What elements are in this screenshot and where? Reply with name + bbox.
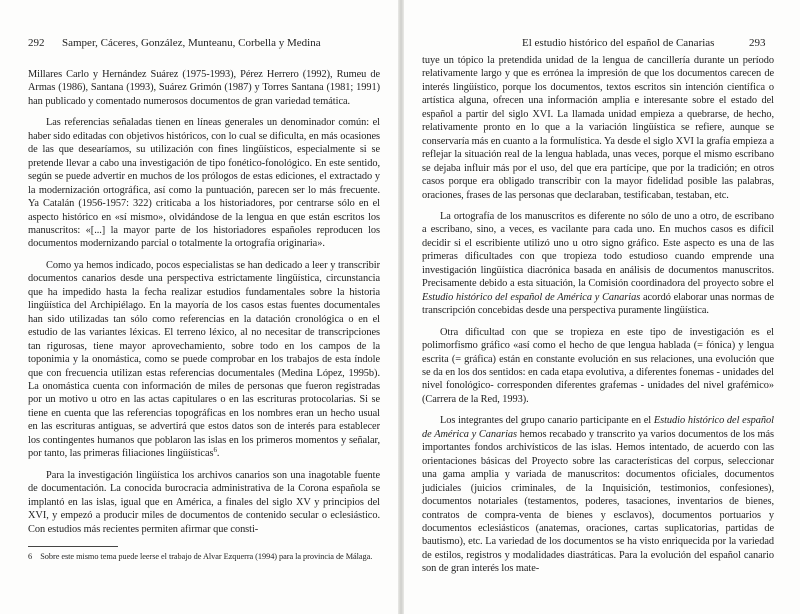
paragraph-text: Los integrantes del grupo canario participante en el <box>440 415 654 427</box>
project-title: Estudio histórico del español de América y Canarias <box>422 291 641 303</box>
paragraph-text: Como ya hemos indicado, pocos especialistas se han dedicado a leer y transcribir documentos canarios desde una perspectiva estrictamente lingüística, circunstancia que ha impedido hasta la fecha realizar estudios fundamentales sobre la historia lingüística del Archipiélago. En la mayoría de los casos estas fuentes documentales han sido utilizadas tan sólo como referencias en la datación cronológica o en el estudio de las variantes léxicas. El terreno léxico, al no necesitar de transcripciones tan rigurosas, tiene mayor aprovechamiento, sobre todo en los campos de la toponimia y la onomástica, como se puede comprobar en los trabajos de esta índole que con frecuencia utilizan estas referencias documentales (Medina López, 1995b). La onomástica cuenta con información de miles de personas que fueron registradas por un motivo u otro en las actas capitulares o en las escrituras protocolarias. Si se tiene en cuenta que las referencias topográficas en los nombres eran un hecho usual en las escrituras antiguas, se advertirá que estos datos son de interés para establecer los contingentes humanos que poblaron las islas en los primeros momentos y señalar, por tanto, las primeras filiaciones lingüísticas <box>28 259 380 460</box>
footnote-divider <box>28 546 118 547</box>
paragraph: Para la investigación lingüística los archivos canarios son una inagotable fuente de documentación. La conocida burocracia administrativa de la Corona española se implantó en las islas, igual que en América, a finales del siglo XV y principios del XVI, y empezó a producir miles de documentos de contenido secular o eclesiástico. Con estudios más recientes permiten afirmar que consti- <box>28 469 380 535</box>
footnote-text: Sobre este mismo tema puede leerse el trabajo de Alvar Ezquerra (1994) para la provincia de Málaga. <box>40 551 373 561</box>
right-running-header: El estudio histórico del español de Canarias <box>522 37 715 49</box>
right-page <box>404 0 800 614</box>
paragraph: Las referencias señaladas tienen en líneas generales un denominador común: el haber sido editadas con objetivos históricos, con lo cual se dificulta, en más ocasiones de las que desearíamos, su utilización con fines lingüísticos, especialmente si se pretende llevar a cabo una investigación de tipo fonético-fonológico. En este sentido, según se puede advertir en muchos de los prólogos de estas ediciones, el extractado y la modernización ortográfica, así como la puntuación, parecen ser lo más frecuente. Ya Catalán (1956-1957: 322) criticaba a los historiadores, por centrarse sólo en el aspecto histórico en «sí mismo», olvidándose de la lengua en que están escritos los manuscritos: «[...] la mayor parte de los historiadores españoles reproducen los documentos modernizando parcial o totalmente la ortografía originaria». <box>28 117 380 250</box>
footnote-marker: 6 <box>28 551 33 561</box>
paragraph: Otra dificultad con que se tropieza en este tipo de investigación es el polimorfismo gráfico «así como el hecho de que lengua hablada (= fónica) y lengua escrita (= gráfica) están en constante evolución en sus relaciones, una evolución que se da en los dos sentidos: en cada etapa evolutiva, a diferentes fonemas - unidades del nivel fonológico- corresponden diferentes grafemas - unidades del nivel grafémico» (Carrera de la Red, 1993). <box>422 326 774 405</box>
paragraph: Como ya hemos indicado, pocos especialistas se han dedicado a leer y transcribir documentos canarios desde una perspectiva estrictamente lingüística, circunstancia que ha impedido hasta la fecha realizar estudios fundamentales sobre la historia lingüística del Archipiélago. En la mayoría de los casos estas fuentes documentales han sido utilizadas tan sólo como referencias en la datación cronológica o en el estudio de las variantes léxicas. El terreno léxico, al no necesitar de transcripciones tan rigurosas, tiene mayor aprovechamiento, sobre todo en los campos de la toponimia y la onomástica, como se puede comprobar en los trabajos de esta índole que con frecuencia utilizan estas referencias documentales (Medina López, 1995b). La onomástica cuenta con información de miles de personas que fueron registradas por un motivo u otro en las actas capitulares o en las escrituras protocolarias. Si se tiene en cuenta que las referencias topográficas en los nombres eran un hecho usual en las escrituras antiguas, se advertirá que estos datos son de interés para establecer los contingentes humanos que poblaron las islas en los primeros momentos y señalar, por tanto, las primeras filiaciones lingüísticas$^6$. <box>28 259 380 460</box>
paragraph <box>422 210 774 318</box>
left-page <box>0 0 398 614</box>
paragraph: tuye un tópico la pretendida unidad de la lengua de cancillería durante un período relativamente largo y que es errónea la impresión de que los documentos carecen de interés lingüístico, porque los documentos, textos escritos sin intención científica o artística alguna, ofrecen una información amplia e interesante sobre el estado del español a partir del siglo XVI. La llamada unidad empieza a quebrarse, de hecho, relativamente pronto en lo que a la variación lingüística se refiere, aunque se conservaría más en cuanto a la formulística. Ya desde el siglo XVI la grafía empieza a reflejar la situación real de la lengua hablada, unas veces, porque el mismo escribano se dejaba influir más por el uso, del que era partícipe, que por la tradición; en otros casos porque era obligado transcribir con la mayor fidelidad posible las palabras, oraciones, frases de las personas que declaraban, testificaban, testaban, etc. <box>422 55 774 201</box>
paragraph: Millares Carlo y Hernández Suárez (1975-1993), Pérez Herrero (1992), Rumeu de Armas (1986), Santana (1993), Suárez Grimón (1987) y Torres Santana (1981; 1991) han publicado y comentado numerosos documentos de gran variedad temática. <box>28 69 380 107</box>
paragraph-text: acordó elaborar unas normas de transcripción concebidas desde una perspectiva puramente lingüística. <box>422 291 774 317</box>
paragraph-text: La ortografía de los manuscritos es diferente no sólo de uno a otro, de escribano a escribano, sino, a veces, es vacilante para cada uno. En muchos casos es difícil decidir si el escribiente utilizó uno u otro signo gráfico. Este aspecto es una de las primeras dificultades con que tropieza todo estudioso cuando emprende una investigación lingüística diacrónica basada en análisis de documentos manuscritos. Precisamente debido a esta situación, la Comisión coordinadora del proyecto sobre el <box>422 210 774 290</box>
paragraph-text: hemos recabado y transcrito ya varios documentos de los más importantes fondos archivísticos de las islas. Hemos intentado, de acuerdo con las orientaciones básicas del Proyecto sobre las características del corpus, seleccionar una gama amplia y variada de manuscritos: documentos oficiales, documentos judiciales (juicios criminales, de la Inquisición, testimonios, confesiones), documentos notariales (testamentos, poderes, tasaciones, inventarios de bienes, contratos de compra-venta de bienes y esclavos), documentos portuarios y documentos eclesiásticos (anatemas, oraciones, cartas suplicatorias, partidas de bautismo), etc. La variedad de los documentos se ha visto enriquecida por la variedad de estilos, registros y modalidades diastráticas. Para la evolución del español canario son de gran interés los mate- <box>422 428 774 575</box>
right-page-number: 293 <box>749 37 766 49</box>
footnote <box>28 552 380 563</box>
footnote-reference: 6 <box>213 446 217 455</box>
left-page-body <box>28 68 380 563</box>
project-title: Estudio histórico del español de América y Canarias <box>422 415 774 440</box>
left-page-number: 292 <box>28 37 45 49</box>
left-running-header: Samper, Cáceres, González, Munteanu, Corbella y Medina <box>62 37 321 49</box>
paragraph <box>422 414 774 575</box>
right-page-body <box>422 54 774 576</box>
